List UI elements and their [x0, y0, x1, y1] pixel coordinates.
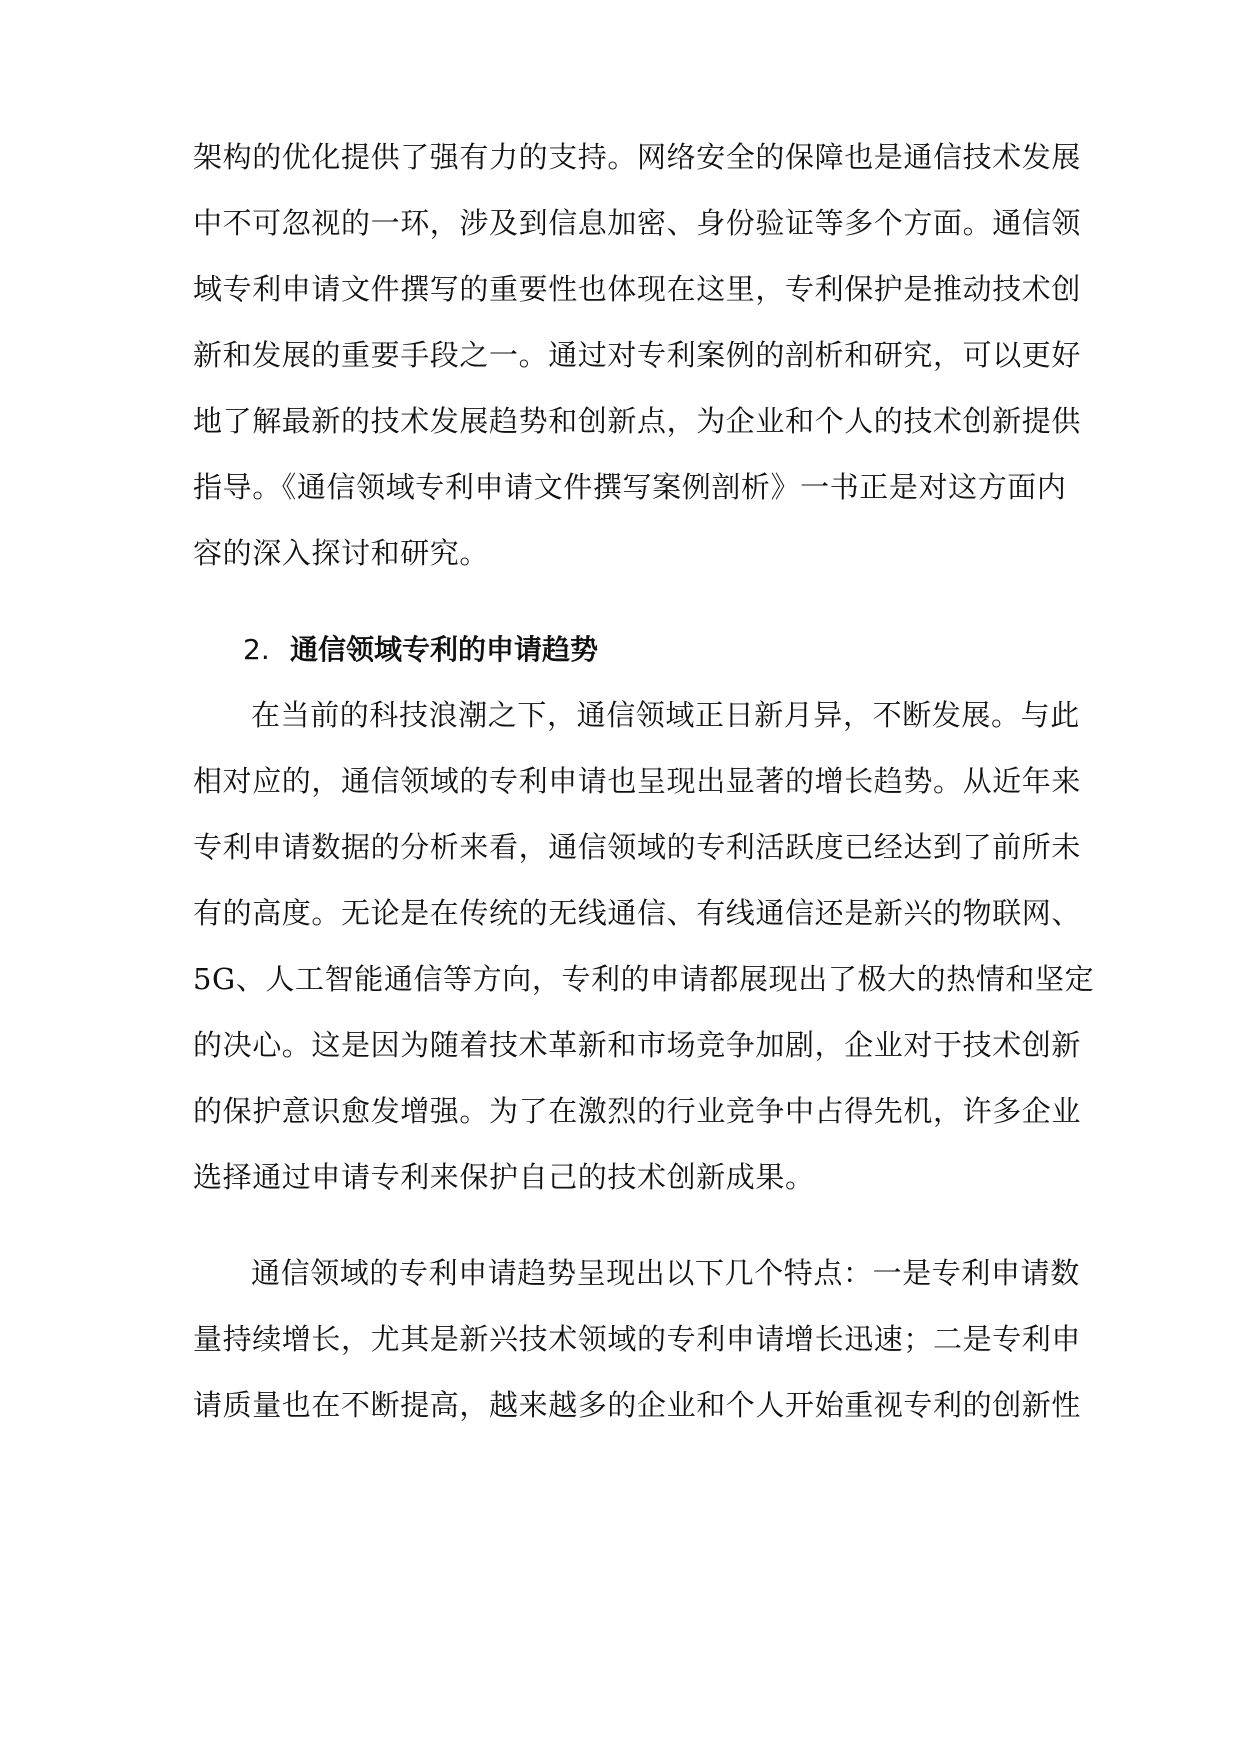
- paragraph-2-line-3: 专利申请数据的分析来看，通信领域的专利活跃度已经达到了前所未: [193, 830, 1082, 864]
- paragraph-2-line-5: 5G、人工智能通信等方向，专利的申请都展现出了极大的热情和坚定: [193, 962, 1095, 996]
- paragraph-1-line-7: 容的深入探讨和研究。: [193, 536, 490, 570]
- paragraph-1-line-6: 指导。《通信领域专利申请文件撰写案例剖析》一书正是对这方面内: [193, 470, 1067, 504]
- paragraph-1-line-3: 域专利申请文件撰写的重要性也体现在这里，专利保护是推动技术创: [193, 272, 1082, 306]
- paragraph-1-line-5: 地了解最新的技术发展趋势和创新点，为企业和个人的技术创新提供: [193, 404, 1082, 438]
- paragraph-3-line-3: 请质量也在不断提高，越来越多的企业和个人开始重视专利的创新性: [193, 1388, 1082, 1422]
- paragraph-2-line-7: 的保护意识愈发增强。为了在激烈的行业竞争中占得先机，许多企业: [193, 1094, 1082, 1128]
- section-heading: [243, 632, 598, 668]
- paragraph-3-line-2: 量持续增长，尤其是新兴技术领域的专利申请增长迅速；二是专利申: [193, 1322, 1082, 1356]
- paragraph-2-line-8: 选择通过申请专利来保护自己的技术创新成果。: [193, 1160, 815, 1194]
- paragraph-1-line-2: 中不可忽视的一环，涉及到信息加密、身份验证等多个方面。通信领: [193, 206, 1082, 240]
- paragraph-1-line-4: 新和发展的重要手段之一。通过对专利案例的剖析和研究，可以更好: [193, 338, 1082, 372]
- section-title: 通信领域专利的申请趋势: [290, 633, 599, 666]
- paragraph-3-line-1: 通信领域的专利申请趋势呈现出以下几个特点：一是专利申请数: [251, 1256, 1080, 1290]
- section-number: 2.: [243, 633, 270, 666]
- paragraph-1-line-1: 架构的优化提供了强有力的支持。网络安全的保障也是通信技术发展: [193, 140, 1082, 174]
- paragraph-2-line-6: 的决心。这是因为随着技术革新和市场竞争加剧，企业对于技术创新: [193, 1028, 1082, 1062]
- paragraph-2-line-1: 在当前的科技浪潮之下，通信领域正日新月异，不断发展。与此: [251, 698, 1080, 732]
- paragraph-2-line-2: 相对应的，通信领域的专利申请也呈现出显著的增长趋势。从近年来: [193, 764, 1082, 798]
- paragraph-2-line-4: 有的高度。无论是在传统的无线通信、有线通信还是新兴的物联网、: [193, 896, 1082, 930]
